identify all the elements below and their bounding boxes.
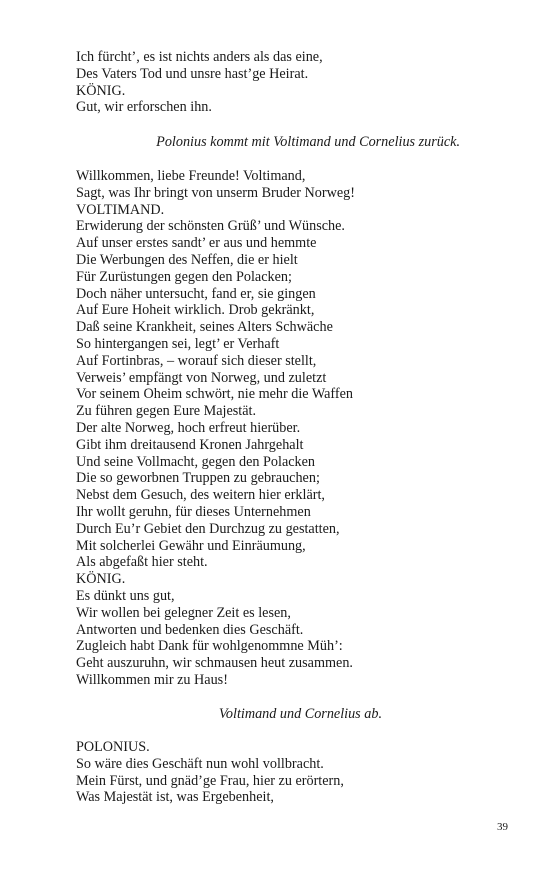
verse-line: Willkommen, liebe Freunde! Voltimand, — [76, 168, 306, 184]
verse-line: Mit solcherlei Gewähr und Einräumung, — [76, 537, 306, 554]
verse-line: Zugleich habt Dank für wohlgenommne Müh’: — [76, 638, 343, 655]
verse-line: Vor seinem Oheim schwört, nie mehr die Waffen — [76, 386, 354, 403]
verse-line: Erwiderung der schönsten Grüß’ und Wünsche. — [76, 218, 345, 235]
speaker-name: VOLTIMAND. — [76, 201, 165, 218]
verse-line: Es dünkt uns gut, — [76, 587, 175, 604]
page-number: 39 — [497, 821, 508, 833]
verse-block-opening — [76, 49, 496, 116]
verse-block-main — [76, 168, 496, 689]
verse-line: Wir wollen bei gelegner Zeit es lesen, — [76, 604, 291, 621]
verse-line: So hintergangen sei, legt’ er Verhaft — [76, 335, 280, 352]
verse-line: Als abgefaßt hier steht. — [76, 554, 208, 571]
speaker-name: KÖNIG. — [76, 82, 126, 99]
verse-line: Mein Fürst, und gnäd’ge Frau, hier zu erörtern, — [76, 772, 344, 789]
verse-line: Auf unser erstes sandt’ er aus und hemmte — [76, 235, 317, 252]
verse-line: Antworten und bedenken dies Geschäft. — [76, 621, 304, 638]
verse-block-closing — [76, 739, 496, 806]
verse-line: Die Werbungen des Neffen, die er hielt — [76, 251, 298, 268]
verse-line: Für Zurüstungen gegen den Polacken; — [76, 268, 292, 285]
verse-line: Die so geworbnen Truppen zu gebrauchen; — [76, 470, 320, 487]
verse-line: Willkommen mir zu Haus! — [76, 671, 228, 688]
verse-line: Doch näher untersucht, fand er, sie gingen — [76, 285, 316, 302]
verse-line: Ich fürcht’, es ist nichts anders als das eine, — [76, 49, 323, 65]
verse-line: Nebst dem Gesuch, des weitern hier erklärt, — [76, 487, 325, 504]
speaker-name: KÖNIG. — [76, 571, 126, 588]
verse-line: Sagt, was Ihr bringt von unserm Bruder Norweg! — [76, 184, 355, 201]
verse-line: Daß seine Krankheit, seines Alters Schwäche — [76, 319, 333, 336]
verse-line: Geht auszuruhn, wir schmausen heut zusammen. — [76, 655, 353, 672]
verse-line: Zu führen gegen Eure Majestät. — [76, 403, 257, 420]
verse-line: Des Vaters Tod und unsre hast’ge Heirat. — [76, 65, 309, 82]
verse-line: Durch Eu’r Gebiet den Durchzug zu gestatten, — [76, 520, 340, 537]
verse-line: Gut, wir erforschen ihn. — [76, 99, 212, 116]
verse-line: Ihr wollt geruhn, für dieses Unternehmen — [76, 503, 311, 520]
verse-line: Der alte Norweg, hoch erfreut hierüber. — [76, 419, 301, 436]
verse-line: So wäre dies Geschäft nun wohl vollbracht. — [76, 755, 324, 772]
verse-line: Auf Eure Hoheit wirklich. Drob gekränkt, — [76, 302, 315, 319]
verse-line: Und seine Vollmacht, gegen den Polacken — [76, 453, 316, 470]
verse-line: Verweis’ empfängt von Norweg, und zuletzt — [76, 369, 327, 386]
speaker-name: POLONIUS. — [76, 739, 150, 755]
stage-direction-exit: Voltimand und Cornelius ab. — [218, 706, 382, 722]
verse-line: Gibt ihm dreitausend Kronen Jahrgehalt — [76, 436, 304, 453]
verse-line: Auf Fortinbras, – worauf sich dieser stellt, — [76, 352, 317, 369]
verse-line: Was Majestät ist, was Ergebenheit, — [76, 789, 274, 806]
stage-direction-entrance: Polonius kommt mit Voltimand und Cornelius zurück. — [156, 134, 460, 150]
